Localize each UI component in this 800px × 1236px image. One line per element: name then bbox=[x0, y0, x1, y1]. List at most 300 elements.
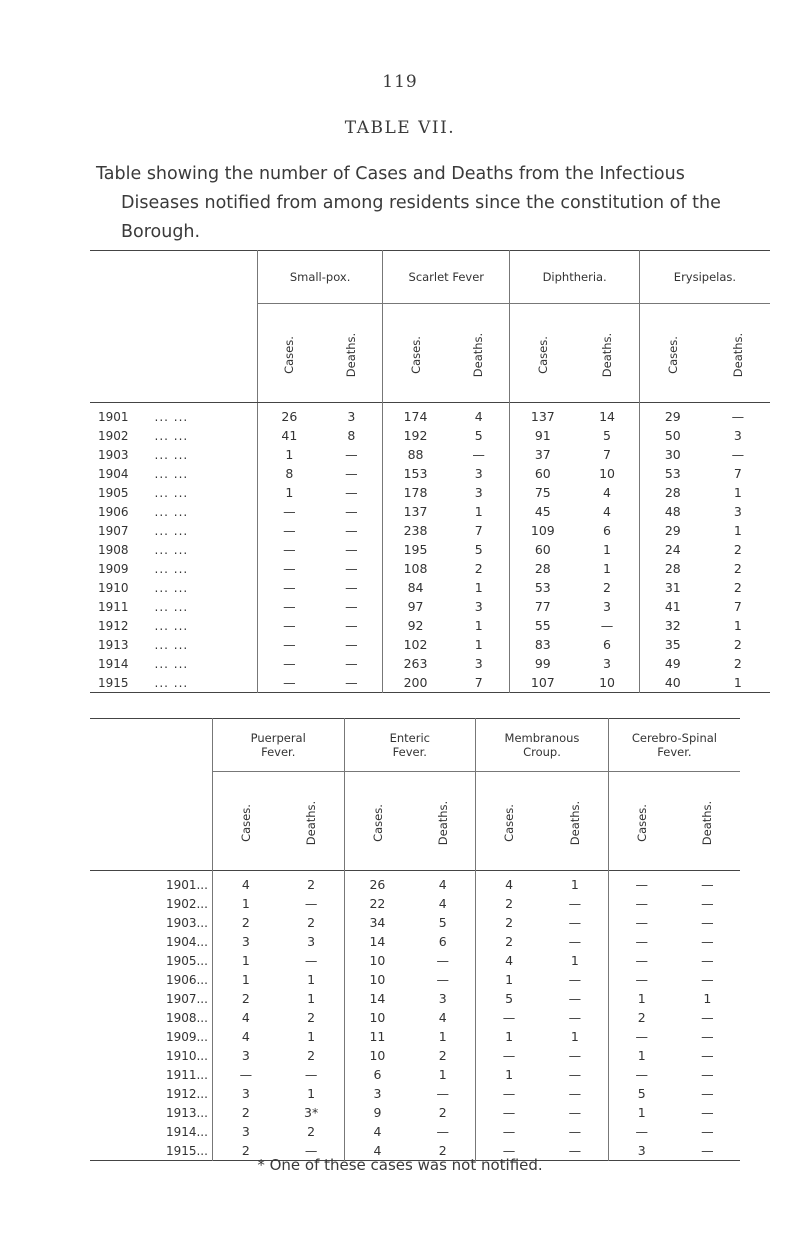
leader-dots: ... ... bbox=[154, 523, 189, 538]
value-cell: — bbox=[436, 1124, 449, 1139]
column-header bbox=[542, 772, 608, 871]
value-cell: — bbox=[476, 1141, 542, 1161]
value-cell: — bbox=[258, 597, 321, 616]
value-cell: 3 bbox=[474, 485, 483, 500]
value-cell: 1 bbox=[258, 483, 321, 502]
year-cell bbox=[90, 1084, 212, 1103]
value-cell: 200 bbox=[383, 673, 448, 693]
cases-header: Cases. bbox=[634, 803, 649, 842]
value-cell: 1 bbox=[608, 1103, 674, 1122]
year-label: 1908 bbox=[98, 542, 129, 557]
value-cell: 28 bbox=[510, 559, 575, 578]
value-cell: 8 bbox=[347, 428, 356, 443]
value-cell: 1 bbox=[476, 970, 542, 989]
page-number: 119 bbox=[382, 72, 418, 92]
table-row bbox=[90, 403, 770, 427]
leader-dots: ... ... bbox=[154, 409, 189, 424]
column-header bbox=[321, 304, 383, 403]
value-cell: 4 bbox=[212, 1008, 278, 1027]
value-cell: 28 bbox=[639, 483, 705, 502]
year-label: 1905... bbox=[165, 953, 208, 968]
value-cell: 4 bbox=[474, 409, 483, 424]
year-cell bbox=[90, 1122, 212, 1141]
table-caption: Table showing the number of Cases and Deaths from the Infectious Diseases notified from among residents since the constitution of the Borough. bbox=[96, 164, 721, 242]
value-cell: 31 bbox=[639, 578, 705, 597]
value-cell: 10 bbox=[599, 466, 615, 481]
value-cell: 3 bbox=[603, 656, 611, 671]
value-cell: — bbox=[258, 673, 321, 693]
table-row bbox=[90, 894, 740, 913]
value-cell: 4 bbox=[344, 1141, 410, 1161]
value-cell: — bbox=[701, 934, 714, 949]
value-cell: 2 bbox=[733, 656, 742, 671]
value-cell: 1 bbox=[438, 1029, 447, 1044]
year-label: 1903 bbox=[98, 447, 129, 462]
value-cell: 1 bbox=[733, 523, 742, 538]
value-cell: 55 bbox=[510, 616, 575, 635]
value-cell: — bbox=[568, 972, 582, 987]
deaths-header: Deaths. bbox=[304, 800, 319, 845]
value-cell: 1 bbox=[570, 953, 579, 968]
value-cell: 9 bbox=[344, 1103, 410, 1122]
value-cell: 11 bbox=[344, 1027, 410, 1046]
year-cell bbox=[90, 597, 258, 616]
value-cell: 2 bbox=[733, 542, 742, 557]
value-cell: 5 bbox=[474, 428, 483, 443]
table-row bbox=[90, 616, 770, 635]
value-cell: — bbox=[212, 1065, 278, 1084]
column-header bbox=[639, 304, 705, 403]
group-header-line1: Enteric bbox=[389, 731, 430, 745]
value-cell: — bbox=[608, 1065, 674, 1084]
value-cell: — bbox=[304, 1067, 318, 1082]
column-header bbox=[575, 304, 639, 403]
value-cell: — bbox=[701, 1143, 714, 1158]
group-header: Erysipelas. bbox=[673, 270, 737, 284]
leader-dots: ... ... bbox=[154, 675, 189, 690]
value-cell: — bbox=[304, 953, 318, 968]
group-header-line2: Fever. bbox=[392, 745, 427, 759]
column-header bbox=[706, 304, 770, 403]
value-cell: 34 bbox=[344, 913, 410, 932]
value-cell: 2 bbox=[438, 1143, 447, 1158]
column-header bbox=[344, 772, 410, 871]
value-cell: 8 bbox=[258, 464, 321, 483]
leader-dots: ... ... bbox=[154, 561, 189, 576]
value-cell: — bbox=[304, 1143, 318, 1158]
year-label: 1901... bbox=[165, 877, 208, 892]
value-cell: — bbox=[345, 675, 358, 690]
cases-header: Cases. bbox=[665, 335, 680, 374]
value-cell: 53 bbox=[510, 578, 575, 597]
value-cell: — bbox=[345, 504, 358, 519]
value-cell: 1 bbox=[474, 580, 483, 595]
group-header: Scarlet Fever bbox=[408, 270, 485, 284]
table-title: TABLE VII. bbox=[344, 118, 456, 138]
value-cell: 88 bbox=[383, 445, 448, 464]
value-cell: — bbox=[568, 915, 582, 930]
year-label: 1902... bbox=[165, 896, 208, 911]
value-cell: 7 bbox=[603, 447, 611, 462]
value-cell: 26 bbox=[258, 403, 321, 427]
value-cell: 3 bbox=[474, 466, 483, 481]
table-row bbox=[90, 464, 770, 483]
value-cell: 238 bbox=[383, 521, 448, 540]
value-cell: 1 bbox=[703, 991, 712, 1006]
value-cell: — bbox=[701, 1048, 714, 1063]
year-label: 1907... bbox=[165, 991, 208, 1006]
value-cell: — bbox=[701, 953, 714, 968]
value-cell: 35 bbox=[639, 635, 705, 654]
table-row bbox=[90, 951, 740, 970]
table-row bbox=[90, 654, 770, 673]
value-cell: — bbox=[608, 894, 674, 913]
table-row bbox=[90, 970, 740, 989]
leader-dots: ... ... bbox=[154, 599, 189, 614]
year-cell bbox=[90, 635, 258, 654]
year-label: 1915... bbox=[165, 1143, 208, 1158]
leader-dots: ... ... bbox=[154, 504, 189, 519]
value-cell: 77 bbox=[510, 597, 575, 616]
year-label: 1910 bbox=[98, 580, 129, 595]
value-cell: 4 bbox=[438, 896, 447, 911]
year-cell bbox=[90, 426, 258, 445]
value-cell: 1 bbox=[438, 1067, 447, 1082]
year-label: 1913 bbox=[98, 637, 129, 652]
table-row bbox=[90, 1084, 740, 1103]
year-label: 1907 bbox=[98, 523, 129, 538]
value-cell: — bbox=[608, 951, 674, 970]
value-cell: 1 bbox=[603, 542, 611, 557]
value-cell: 1 bbox=[474, 618, 483, 633]
year-cell bbox=[90, 1103, 212, 1122]
value-cell: 4 bbox=[438, 877, 447, 892]
table-row bbox=[90, 521, 770, 540]
value-cell: 28 bbox=[639, 559, 705, 578]
value-cell: 178 bbox=[383, 483, 448, 502]
value-cell: — bbox=[568, 1048, 582, 1063]
value-cell: — bbox=[345, 561, 358, 576]
leader-dots: ... ... bbox=[154, 466, 189, 481]
value-cell: 10 bbox=[344, 1008, 410, 1027]
deaths-header: Deaths. bbox=[600, 332, 615, 377]
value-cell: — bbox=[258, 616, 321, 635]
value-cell: 5 bbox=[438, 915, 447, 930]
value-cell: 14 bbox=[599, 409, 615, 424]
group-header: Diphtheria. bbox=[542, 270, 607, 284]
year-cell bbox=[90, 871, 212, 895]
value-cell: 1 bbox=[733, 618, 742, 633]
value-cell: 14 bbox=[344, 989, 410, 1008]
table-smallpox-scarlet-diphtheria-erysipelas bbox=[90, 250, 770, 693]
table-row bbox=[90, 578, 770, 597]
value-cell: 4 bbox=[603, 504, 611, 519]
value-cell: 49 bbox=[639, 654, 705, 673]
table-row bbox=[90, 540, 770, 559]
table-row bbox=[90, 1008, 740, 1027]
table-row bbox=[90, 483, 770, 502]
value-cell: 1 bbox=[608, 1046, 674, 1065]
value-cell: — bbox=[701, 1086, 714, 1101]
table-row bbox=[90, 1046, 740, 1065]
value-cell: — bbox=[345, 466, 358, 481]
value-cell: 3 bbox=[347, 409, 356, 424]
table-row bbox=[90, 1103, 740, 1122]
value-cell: 60 bbox=[510, 464, 575, 483]
value-cell: 40 bbox=[639, 673, 705, 693]
value-cell: — bbox=[476, 1103, 542, 1122]
value-cell: — bbox=[476, 1008, 542, 1027]
value-cell: 137 bbox=[510, 403, 575, 427]
leader-dots: ... ... bbox=[154, 485, 189, 500]
value-cell: 53 bbox=[639, 464, 705, 483]
column-header bbox=[510, 304, 575, 403]
value-cell: 1 bbox=[474, 504, 483, 519]
value-cell: 4 bbox=[212, 871, 278, 895]
value-cell: 2 bbox=[307, 1048, 316, 1063]
cases-header: Cases. bbox=[535, 335, 550, 374]
value-cell: 5 bbox=[603, 428, 611, 443]
value-cell: — bbox=[608, 1027, 674, 1046]
value-cell: 1 bbox=[570, 1029, 579, 1044]
year-cell bbox=[90, 913, 212, 932]
group-header-line2: Fever. bbox=[261, 745, 296, 759]
year-cell bbox=[90, 521, 258, 540]
column-header bbox=[383, 304, 448, 403]
table-row bbox=[90, 913, 740, 932]
year-cell bbox=[90, 559, 258, 578]
table-row bbox=[90, 1065, 740, 1084]
value-cell: — bbox=[701, 1105, 714, 1120]
value-cell: 2 bbox=[212, 1141, 278, 1161]
year-label: 1904 bbox=[98, 466, 129, 481]
value-cell: — bbox=[608, 970, 674, 989]
year-cell bbox=[90, 894, 212, 913]
value-cell: 2 bbox=[307, 877, 316, 892]
year-label: 1901 bbox=[98, 409, 129, 424]
value-cell: 32 bbox=[639, 616, 705, 635]
value-cell: — bbox=[258, 578, 321, 597]
value-cell: — bbox=[701, 915, 714, 930]
year-label: 1904... bbox=[165, 934, 208, 949]
value-cell: — bbox=[701, 877, 714, 892]
value-cell: 37 bbox=[510, 445, 575, 464]
table-row bbox=[90, 932, 740, 951]
value-cell: — bbox=[436, 972, 449, 987]
value-cell: 2 bbox=[212, 913, 278, 932]
value-cell: 99 bbox=[510, 654, 575, 673]
value-cell: — bbox=[731, 447, 745, 462]
value-cell: 84 bbox=[383, 578, 448, 597]
year-cell bbox=[90, 989, 212, 1008]
value-cell: 2 bbox=[476, 894, 542, 913]
value-cell: 2 bbox=[212, 989, 278, 1008]
value-cell: 97 bbox=[383, 597, 448, 616]
year-cell bbox=[90, 1008, 212, 1027]
group-header: Small-pox. bbox=[289, 270, 351, 284]
value-cell: 3 bbox=[608, 1141, 674, 1161]
value-cell: 4 bbox=[476, 951, 542, 970]
value-cell: 22 bbox=[344, 894, 410, 913]
value-cell: 4 bbox=[344, 1122, 410, 1141]
value-cell: 91 bbox=[510, 426, 575, 445]
value-cell: 174 bbox=[383, 403, 448, 427]
year-label: 1906 bbox=[98, 504, 129, 519]
value-cell: 2 bbox=[476, 913, 542, 932]
leader-dots: ... ... bbox=[154, 447, 189, 462]
value-cell: — bbox=[476, 1084, 542, 1103]
value-cell: 14 bbox=[344, 932, 410, 951]
value-cell: 107 bbox=[510, 673, 575, 693]
year-label: 1909... bbox=[165, 1029, 208, 1044]
group-header-line2: Croup. bbox=[523, 745, 561, 759]
value-cell: — bbox=[568, 991, 582, 1006]
leader-dots: ... ... bbox=[154, 656, 189, 671]
value-cell: 3 bbox=[438, 991, 447, 1006]
value-cell: — bbox=[701, 1010, 714, 1025]
value-cell: — bbox=[304, 896, 318, 911]
year-label: 1912... bbox=[165, 1086, 208, 1101]
value-cell: 7 bbox=[733, 466, 742, 481]
table-row bbox=[90, 597, 770, 616]
value-cell: 3* bbox=[304, 1105, 319, 1120]
value-cell: 41 bbox=[258, 426, 321, 445]
year-cell bbox=[90, 616, 258, 635]
value-cell: — bbox=[436, 953, 449, 968]
year-cell bbox=[90, 1065, 212, 1084]
year-label: 1903... bbox=[165, 915, 208, 930]
value-cell: 2 bbox=[603, 580, 611, 595]
value-cell: 2 bbox=[733, 637, 742, 652]
value-cell: 109 bbox=[510, 521, 575, 540]
value-cell: 10 bbox=[344, 1046, 410, 1065]
value-cell: 137 bbox=[383, 502, 448, 521]
year-cell bbox=[90, 502, 258, 521]
leader-dots: ... ... bbox=[154, 542, 189, 557]
value-cell: — bbox=[258, 654, 321, 673]
value-cell: 2 bbox=[474, 561, 483, 576]
value-cell: — bbox=[608, 932, 674, 951]
value-cell: 153 bbox=[383, 464, 448, 483]
value-cell: 2 bbox=[307, 915, 316, 930]
year-label: 1906... bbox=[165, 972, 208, 987]
column-header bbox=[448, 304, 510, 403]
value-cell: — bbox=[608, 871, 674, 895]
value-cell: 3 bbox=[733, 504, 742, 519]
table-row bbox=[90, 426, 770, 445]
value-cell: 6 bbox=[438, 934, 447, 949]
value-cell: 2 bbox=[212, 1103, 278, 1122]
value-cell: 4 bbox=[476, 871, 542, 895]
year-label: 1913... bbox=[165, 1105, 208, 1120]
table-row bbox=[90, 559, 770, 578]
value-cell: 26 bbox=[344, 871, 410, 895]
value-cell: 2 bbox=[476, 932, 542, 951]
value-cell: — bbox=[345, 580, 358, 595]
value-cell: — bbox=[472, 447, 485, 462]
value-cell: — bbox=[568, 934, 582, 949]
table-row bbox=[90, 989, 740, 1008]
value-cell: 10 bbox=[344, 970, 410, 989]
value-cell: 92 bbox=[383, 616, 448, 635]
value-cell: 6 bbox=[344, 1065, 410, 1084]
value-cell: — bbox=[345, 656, 358, 671]
cases-header: Cases. bbox=[408, 335, 423, 374]
table-row bbox=[90, 502, 770, 521]
value-cell: — bbox=[258, 540, 321, 559]
value-cell: 1 bbox=[608, 989, 674, 1008]
value-cell: 4 bbox=[438, 1010, 447, 1025]
value-cell: 1 bbox=[258, 445, 321, 464]
value-cell: 4 bbox=[603, 485, 611, 500]
value-cell: — bbox=[701, 896, 714, 911]
year-label: 1909 bbox=[98, 561, 129, 576]
value-cell: 1 bbox=[476, 1027, 542, 1046]
value-cell: 3 bbox=[474, 656, 483, 671]
value-cell: 29 bbox=[639, 403, 705, 427]
value-cell: 3 bbox=[212, 932, 278, 951]
value-cell: 75 bbox=[510, 483, 575, 502]
cases-header: Cases. bbox=[502, 803, 517, 842]
value-cell: 6 bbox=[603, 523, 611, 538]
year-cell bbox=[90, 970, 212, 989]
value-cell: 6 bbox=[603, 637, 611, 652]
value-cell: — bbox=[568, 1086, 582, 1101]
deaths-header: Deaths. bbox=[730, 332, 745, 377]
value-cell: 1 bbox=[212, 894, 278, 913]
leader-dots: ... ... bbox=[154, 580, 189, 595]
column-header bbox=[675, 772, 740, 871]
value-cell: 1 bbox=[474, 637, 483, 652]
value-cell: — bbox=[600, 618, 614, 633]
value-cell: — bbox=[701, 1067, 714, 1082]
value-cell: — bbox=[568, 1143, 582, 1158]
value-cell: 45 bbox=[510, 502, 575, 521]
value-cell: 3 bbox=[212, 1046, 278, 1065]
value-cell: 1 bbox=[307, 991, 316, 1006]
value-cell: 2 bbox=[307, 1010, 316, 1025]
leader-dots: ... ... bbox=[154, 618, 189, 633]
value-cell: 5 bbox=[476, 989, 542, 1008]
group-header-line1: Membranous bbox=[504, 731, 580, 745]
value-cell: 30 bbox=[639, 445, 705, 464]
value-cell: 7 bbox=[733, 599, 742, 614]
value-cell: 10 bbox=[599, 675, 615, 690]
value-cell: — bbox=[701, 1029, 714, 1044]
value-cell: — bbox=[568, 1124, 582, 1139]
value-cell: — bbox=[608, 913, 674, 932]
deaths-header: Deaths. bbox=[567, 800, 582, 845]
value-cell: 3 bbox=[474, 599, 483, 614]
value-cell: — bbox=[608, 1122, 674, 1141]
value-cell: 2 bbox=[438, 1105, 447, 1120]
table-puerperal-enteric-croup-cerebrospinal bbox=[90, 718, 740, 1161]
year-label: 1911 bbox=[98, 599, 129, 614]
cases-header: Cases. bbox=[282, 335, 297, 374]
value-cell: 1 bbox=[476, 1065, 542, 1084]
value-cell: — bbox=[701, 1124, 714, 1139]
value-cell: 3 bbox=[603, 599, 611, 614]
value-cell: 108 bbox=[383, 559, 448, 578]
value-cell: — bbox=[731, 409, 745, 424]
value-cell: 83 bbox=[510, 635, 575, 654]
year-cell bbox=[90, 445, 258, 464]
group-header-line1: Cerebro-Spinal bbox=[631, 731, 717, 745]
value-cell: 29 bbox=[639, 521, 705, 540]
footnote: * One of these cases was not notified. bbox=[257, 1156, 543, 1174]
value-cell: — bbox=[568, 1105, 582, 1120]
value-cell: — bbox=[568, 896, 582, 911]
